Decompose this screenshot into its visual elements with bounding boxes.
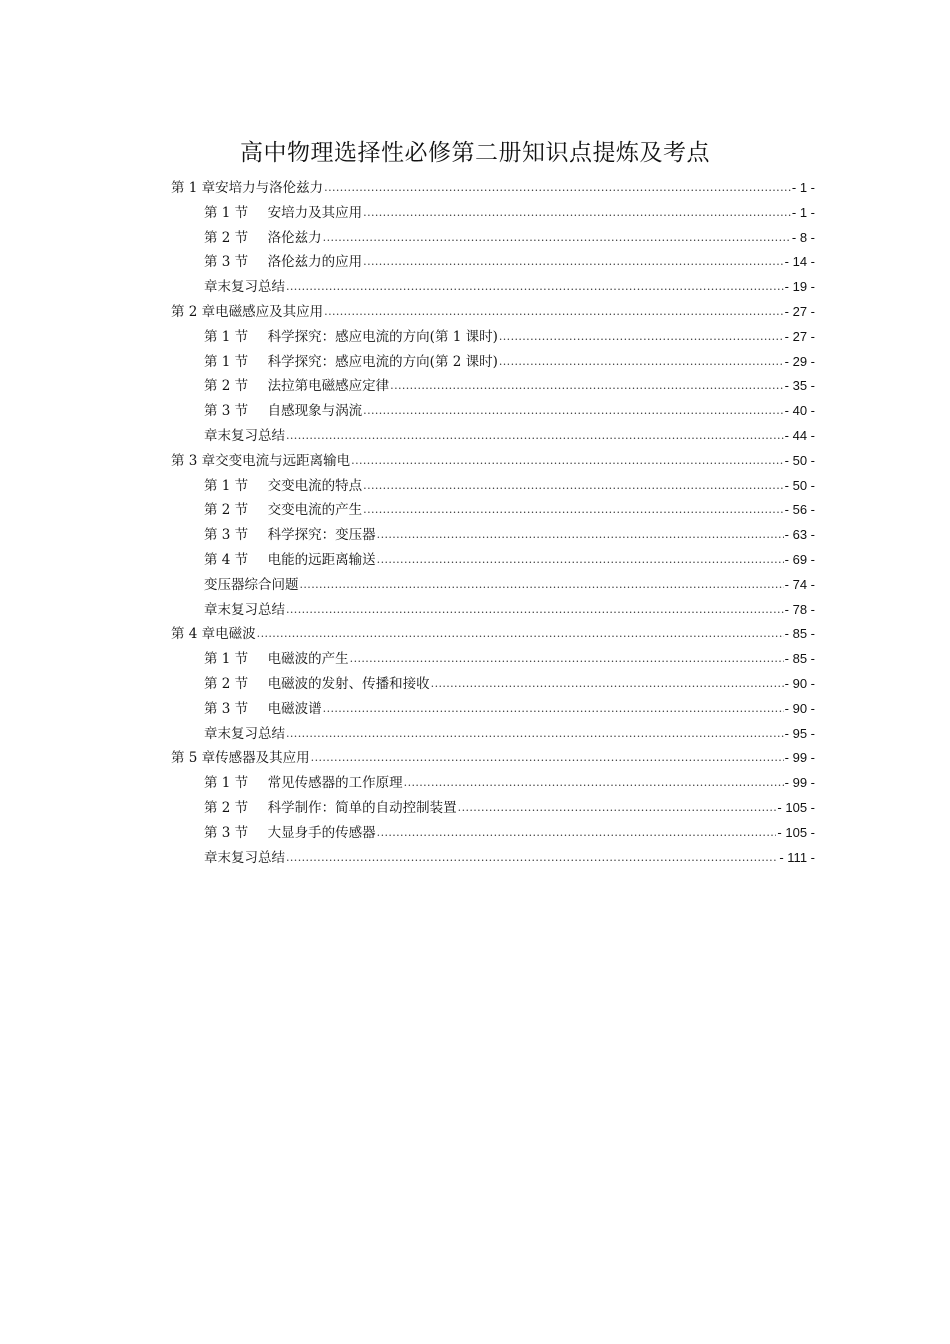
toc-section-entry[interactable] xyxy=(171,399,815,424)
toc-entry-label xyxy=(204,697,322,722)
toc-dot-leader xyxy=(286,424,784,449)
toc-page-number: - 8 - xyxy=(791,229,815,245)
toc-entry-text: 洛伦兹力 xyxy=(267,229,322,246)
toc-entry-text: 法拉第电磁感应定律 xyxy=(267,378,390,395)
toc-section-number: 第 3 节 xyxy=(204,527,249,544)
toc-section-number: 第 3 节 xyxy=(204,403,249,420)
toc-entry-label xyxy=(204,201,362,226)
toc-section-entry[interactable] xyxy=(171,523,815,548)
toc-entry-label xyxy=(204,672,430,697)
toc-chapter-entry[interactable] xyxy=(171,449,815,474)
toc-entry-label xyxy=(204,598,285,623)
toc-section-entry[interactable] xyxy=(171,722,815,747)
toc-section-entry[interactable] xyxy=(171,374,815,399)
toc-page-number: - 44 - xyxy=(784,427,815,443)
toc-entry-label xyxy=(204,399,362,424)
toc-entry-label xyxy=(171,449,350,474)
toc-chapter-entry[interactable] xyxy=(171,622,815,647)
toc-chapter-entry[interactable] xyxy=(171,300,815,325)
toc-entry-text: 第 4 章电磁波 xyxy=(171,626,256,643)
toc-entry-text: 第 3 章交变电流与远距离输电 xyxy=(171,452,351,469)
toc-entry-text: 章末复习总结 xyxy=(204,601,285,618)
toc-entry-text: 科学探究：变压器 xyxy=(267,527,376,544)
toc-entry-label xyxy=(204,846,285,871)
toc-section-number: 第 2 节 xyxy=(204,378,249,395)
toc-entry-label xyxy=(204,474,362,499)
toc-page-number: - 95 - xyxy=(784,725,815,741)
toc-entry-label xyxy=(204,275,285,300)
toc-entry-label xyxy=(171,300,323,325)
toc-entry-label xyxy=(171,622,256,647)
toc-dot-leader xyxy=(363,474,783,499)
document-title: 高中物理选择性必修第二册知识点提炼及考点 xyxy=(240,140,710,166)
toc-page-number: - 105 - xyxy=(777,799,815,815)
toc-section-entry[interactable] xyxy=(171,796,815,821)
toc-entry-text: 大显身手的传感器 xyxy=(267,824,376,841)
toc-page-number: - 27 - xyxy=(784,328,815,344)
toc-dot-leader xyxy=(390,374,783,399)
toc-entry-text: 章末复习总结 xyxy=(204,427,285,444)
toc-section-entry[interactable] xyxy=(171,325,815,350)
toc-section-number: 第 2 节 xyxy=(204,229,249,246)
table-of-contents xyxy=(171,176,815,870)
toc-entry-text: 自感现象与涡流 xyxy=(267,403,363,420)
toc-dot-leader xyxy=(458,796,777,821)
toc-page-number: - 1 - xyxy=(791,204,815,220)
toc-dot-leader xyxy=(286,846,778,871)
toc-page-number: - 69 - xyxy=(784,551,815,567)
toc-section-entry[interactable] xyxy=(171,424,815,449)
toc-page-number: - 35 - xyxy=(784,378,815,394)
toc-entry-label xyxy=(204,722,285,747)
toc-entry-text: 交变电流的产生 xyxy=(267,502,363,519)
toc-section-entry[interactable] xyxy=(171,647,815,672)
toc-dot-leader xyxy=(323,697,784,722)
toc-entry-label xyxy=(171,176,323,201)
toc-section-entry[interactable] xyxy=(171,350,815,375)
toc-section-entry[interactable] xyxy=(171,573,815,598)
toc-page-number: - 50 - xyxy=(784,477,815,493)
toc-page-number: - 105 - xyxy=(777,824,815,840)
toc-entry-text: 电磁波的发射、传播和接收 xyxy=(267,675,430,692)
toc-page-number: - 56 - xyxy=(784,502,815,518)
toc-page-number: - 29 - xyxy=(784,353,815,369)
toc-entry-text: 电磁波的产生 xyxy=(267,651,349,668)
toc-page-number: - 40 - xyxy=(784,403,815,419)
toc-section-number: 第 1 节 xyxy=(204,353,249,370)
toc-page-number: - 85 - xyxy=(784,651,815,667)
toc-page-number: - 1 - xyxy=(791,180,815,195)
toc-section-entry[interactable] xyxy=(171,548,815,573)
toc-entry-label xyxy=(204,573,299,598)
toc-entry-text: 科学制作：简单的自动控制装置 xyxy=(267,799,457,816)
toc-entry-label xyxy=(204,325,498,350)
toc-dot-leader xyxy=(323,226,791,251)
toc-section-entry[interactable] xyxy=(171,250,815,275)
toc-entry-label xyxy=(171,746,310,771)
toc-entry-text: 交变电流的特点 xyxy=(267,477,363,494)
toc-entry-text: 第 2 章电磁感应及其应用 xyxy=(171,303,324,320)
toc-entry-text: 第 1 章安培力与洛伦兹力 xyxy=(171,180,324,196)
toc-section-number: 第 1 节 xyxy=(204,477,249,494)
toc-page-number: - 78 - xyxy=(784,601,815,617)
toc-section-number: 第 1 节 xyxy=(204,775,249,792)
toc-section-entry[interactable] xyxy=(171,226,815,251)
toc-section-number: 第 1 节 xyxy=(204,204,249,221)
toc-dot-leader xyxy=(286,722,784,747)
toc-page-number: - 74 - xyxy=(784,576,815,592)
toc-entry-text: 常见传感器的工作原理 xyxy=(267,775,403,792)
toc-dot-leader xyxy=(363,498,783,523)
toc-section-number: 第 2 节 xyxy=(204,502,249,519)
toc-section-number: 第 3 节 xyxy=(204,824,249,841)
toc-page-number: - 90 - xyxy=(784,675,815,691)
toc-section-number: 第 3 节 xyxy=(204,700,249,717)
toc-dot-leader xyxy=(377,821,777,846)
toc-entry-label xyxy=(204,350,498,375)
toc-dot-leader xyxy=(363,250,783,275)
toc-dot-leader xyxy=(351,449,783,474)
toc-page-number: - 50 - xyxy=(784,452,815,468)
toc-entry-text: 电磁波谱 xyxy=(267,700,322,717)
toc-entry-text: 章末复习总结 xyxy=(204,849,285,866)
toc-page-number: - 99 - xyxy=(784,775,815,791)
toc-dot-leader xyxy=(404,771,784,796)
toc-section-number: 第 2 节 xyxy=(204,799,249,816)
toc-page-number: - 99 - xyxy=(784,750,815,766)
toc-section-entry[interactable] xyxy=(171,846,815,871)
toc-chapter-entry[interactable] xyxy=(171,176,815,201)
toc-dot-leader xyxy=(363,399,783,424)
toc-entry-label xyxy=(204,250,362,275)
toc-dot-leader xyxy=(300,573,784,598)
toc-dot-leader xyxy=(286,598,784,623)
toc-section-entry[interactable] xyxy=(171,201,815,226)
toc-dot-leader xyxy=(286,275,784,300)
toc-page-number: - 111 - xyxy=(779,849,815,865)
toc-entry-text: 章末复习总结 xyxy=(204,725,285,742)
toc-entry-text: 第 5 章传感器及其应用 xyxy=(171,750,310,767)
toc-entry-label xyxy=(204,647,349,672)
toc-entry-text: 变压器综合问题 xyxy=(204,576,299,593)
toc-dot-leader xyxy=(311,746,784,771)
toc-page-number: - 19 - xyxy=(784,279,815,295)
toc-dot-leader xyxy=(363,201,791,226)
toc-dot-leader xyxy=(377,548,784,573)
toc-entry-text: 安培力及其应用 xyxy=(267,204,363,221)
toc-section-entry[interactable] xyxy=(171,672,815,697)
toc-section-entry[interactable] xyxy=(171,771,815,796)
toc-entry-label xyxy=(204,821,376,846)
toc-section-entry[interactable] xyxy=(171,598,815,623)
toc-dot-leader xyxy=(499,325,784,350)
toc-dot-leader xyxy=(350,647,784,672)
toc-dot-leader xyxy=(324,300,783,325)
toc-entry-label xyxy=(204,771,403,796)
toc-entry-text: 电能的远距离输送 xyxy=(267,551,376,568)
toc-section-number: 第 1 节 xyxy=(204,328,249,345)
toc-page-number: - 63 - xyxy=(784,527,815,543)
toc-page-number: - 14 - xyxy=(784,254,815,270)
toc-section-entry[interactable] xyxy=(171,474,815,499)
toc-page-number: - 85 - xyxy=(784,626,815,642)
toc-entry-text: 科学探究：感应电流的方向(第 2 课时) xyxy=(267,353,498,370)
toc-section-entry[interactable] xyxy=(171,697,815,722)
toc-dot-leader xyxy=(257,622,784,647)
toc-section-entry[interactable] xyxy=(171,498,815,523)
toc-chapter-entry[interactable] xyxy=(171,746,815,771)
toc-entry-text: 洛伦兹力的应用 xyxy=(267,254,363,271)
toc-entry-text: 科学探究：感应电流的方向(第 1 课时) xyxy=(267,328,498,345)
toc-section-number: 第 2 节 xyxy=(204,675,249,692)
toc-entry-label xyxy=(204,523,376,548)
toc-section-number: 第 3 节 xyxy=(204,254,249,271)
toc-entry-label xyxy=(204,424,285,449)
toc-section-entry[interactable] xyxy=(171,275,815,300)
toc-page-number: - 27 - xyxy=(784,303,815,319)
toc-dot-leader xyxy=(324,176,791,201)
toc-entry-label xyxy=(204,796,457,821)
toc-entry-label xyxy=(204,374,389,399)
toc-entry-label xyxy=(204,226,322,251)
toc-entry-label xyxy=(204,548,376,573)
toc-section-number: 第 1 节 xyxy=(204,651,249,668)
toc-entry-label xyxy=(204,498,362,523)
toc-section-number: 第 4 节 xyxy=(204,551,249,568)
toc-entry-text: 章末复习总结 xyxy=(204,279,285,296)
toc-page-number: - 90 - xyxy=(784,700,815,716)
toc-section-entry[interactable] xyxy=(171,821,815,846)
toc-dot-leader xyxy=(431,672,784,697)
toc-dot-leader xyxy=(377,523,784,548)
toc-dot-leader xyxy=(499,350,784,375)
